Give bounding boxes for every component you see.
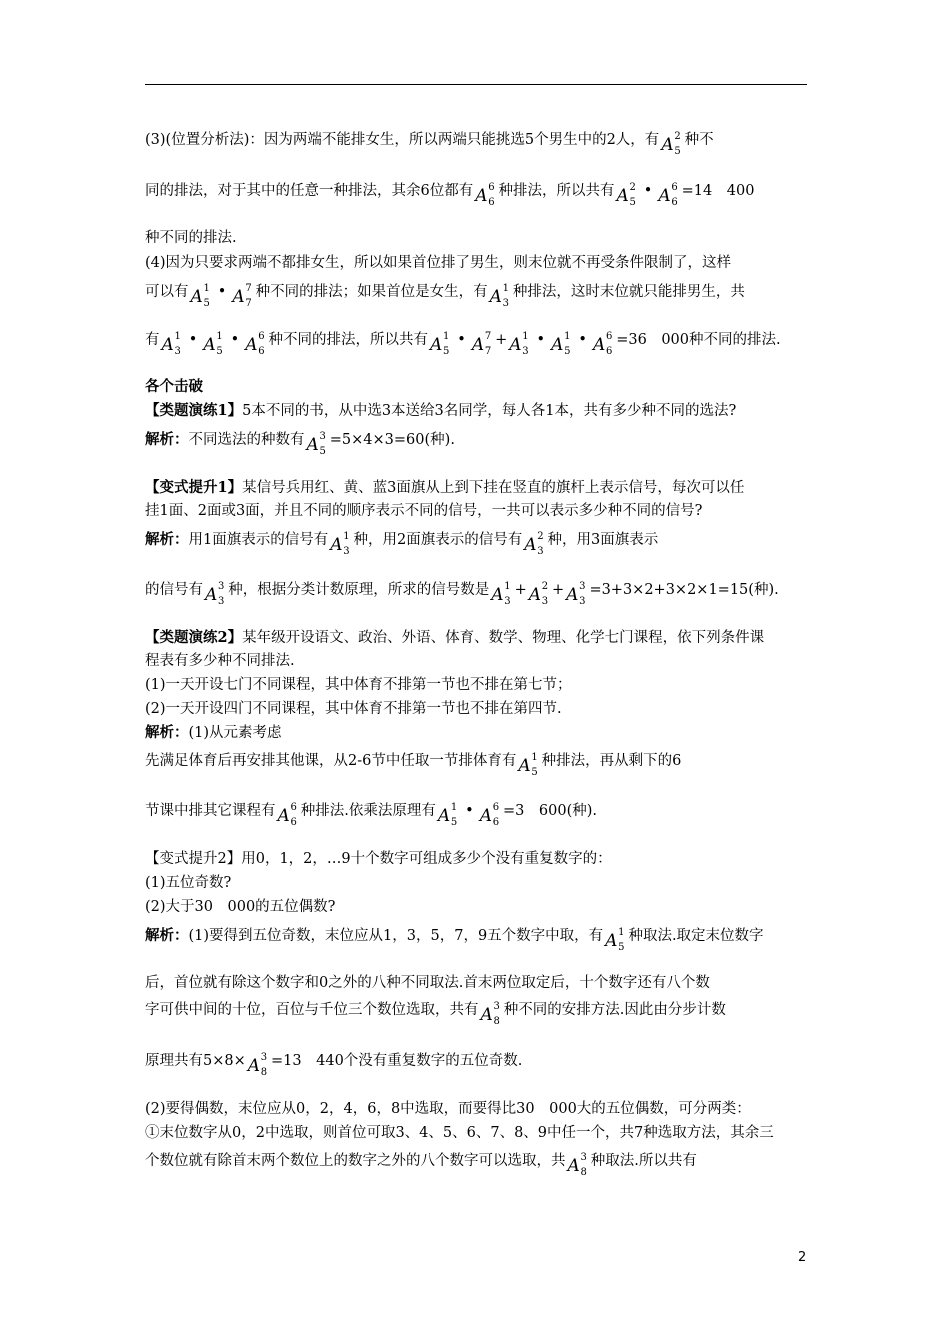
math-A-5-1: A 1 5 [190, 283, 210, 309]
var1-q1: 【变式提升1】某信号兵用红、黄、蓝3面旗从上到下挂在竖直的旗杆上表示信号，每次可以任 [145, 479, 745, 496]
section-heading: 各个击破 [145, 378, 203, 395]
var2-b3: 个数位就有除首末两个数位上的数字之外的八个数字可以选取，共 A 3 8 种取法.所以共有 [145, 1152, 697, 1178]
para3-line1: (3)(位置分析法)：因为两端不能排女生，所以两端只能挑选5个男生中的2人，有 A 2 5 种不 [145, 131, 714, 157]
math-A-5-2: A 2 5 [661, 131, 681, 157]
header-rule [145, 84, 807, 85]
var2-b1: (2)要得偶数，末位应从0，2，4，6，8中选取，而要得比30 000大的五位偶数，可分两类： [145, 1101, 751, 1117]
para3-line3: 种不同的排法. [145, 230, 237, 246]
math-A-3-1: A 1 3 [489, 283, 509, 309]
ex2-a1: 先满足体育后再安排其他课，从2-6节中任取一节排体育有 A 1 5 种排法，再从剩下的6 [145, 752, 682, 778]
para3-line2: 同的排法，对于其中的任意一种排法，其余6位都有 A 6 6 种排法，所以共有 A 2 5 • A 6 6 =14 400 [145, 182, 755, 208]
var2-a1: 解析：(1)要得到五位奇数，末位应从1，3，5，7，9五个数字中取，有 A 1 5 种取法.取定末位数字 [145, 927, 764, 953]
math-A-6-6: A 6 6 [475, 182, 495, 208]
ex2-a2: 节课中排其它课程有 A 6 6 种排法.依乘法原理有 A 1 5 • A 6 6 =3 600(种). [145, 802, 597, 828]
var2-a3: 字可供中间的十位，百位与千位三个数位选取，共有 A 3 8 种不同的安排方法.因此由分步计数 [145, 1001, 726, 1027]
ex1-answer: 解析：不同选法的种数有 A 3 5 =5×4×3=60(种). [145, 431, 455, 457]
para4-line3: 有 A 1 3 • A 1 5 • A 6 6 种不同的排法，所以共有 A 1 5 • A 7 7 + A 1 3 • A 1 5 • A 6 6 =36 000种不同的排法. [145, 331, 781, 357]
var2-c1: (1)五位奇数? [145, 875, 232, 891]
para4-line1: (4)因为只要求两端不都排女生，所以如果首位排了男生，则末位就不再受条件限制了，这样 [145, 255, 732, 271]
para4-line2: 可以有 A 1 5 • A 7 7 种不同的排法；如果首位是女生，有 A 1 3 种排法，这时末位就只能排男生，共 [145, 283, 745, 309]
var1-a2: 的信号有 A 3 3 种，根据分类计数原理，所求的信号数是 A 1 3 + A 2 3 + A 3 3 =3+3×2+3×2×1=15(种). [145, 581, 779, 607]
math-A-5-2: A 2 5 [616, 182, 636, 208]
var2-a4: 原理共有5×8× A 3 8 =13 440个没有重复数字的五位奇数. [145, 1052, 523, 1078]
var2-question: 【变式提升2】用0，1，2，…9十个数字可组成多少个没有重复数字的： [145, 851, 612, 867]
var1-a1: 解析：用1面旗表示的信号有 A 1 3 种，用2面旗表示的信号有 A 2 3 种，用3面旗表示 [145, 531, 659, 557]
var1-q2: 挂1面、2面或3面，并且不同的顺序表示不同的信号，一共可以表示多少种不同的信号? [145, 503, 703, 519]
math-A-6-6: A 6 6 [658, 182, 678, 208]
ex1-question: 【类题演练1】5本不同的书，从中选3本送给3名同学，每人各1本，共有多少种不同的选法? [145, 402, 737, 419]
ex2-c2: (2)一天开设四门不同课程，其中体育不排第一节也不排在第四节. [145, 701, 562, 717]
ex2-c1: (1)一天开设七门不同课程，其中体育不排第一节也不排在第七节； [145, 677, 572, 693]
math-A-7-7: A 7 7 [232, 283, 252, 309]
var2-a2: 后，首位就有除这个数字和0之外的八种不同取法.首末两位取定后，十个数字还有八个数 [145, 975, 710, 991]
ex2-a0: 解析：(1)从元素考虑 [145, 724, 282, 741]
var2-c2: (2)大于30 000的五位偶数? [145, 899, 336, 915]
page-number: 2 [798, 1250, 807, 1265]
var2-b2: ①末位数字从0，2中选取，则首位可取3、4、5、6、7、8、9中任一个，共7种选取方法，其余三 [145, 1125, 774, 1141]
ex2-q1: 【类题演练2】某年级开设语文、政治、外语、体育、数学、物理、化学七门课程，依下列条件课 [145, 629, 765, 646]
ex2-q2: 程表有多少种不同排法. [145, 653, 295, 669]
